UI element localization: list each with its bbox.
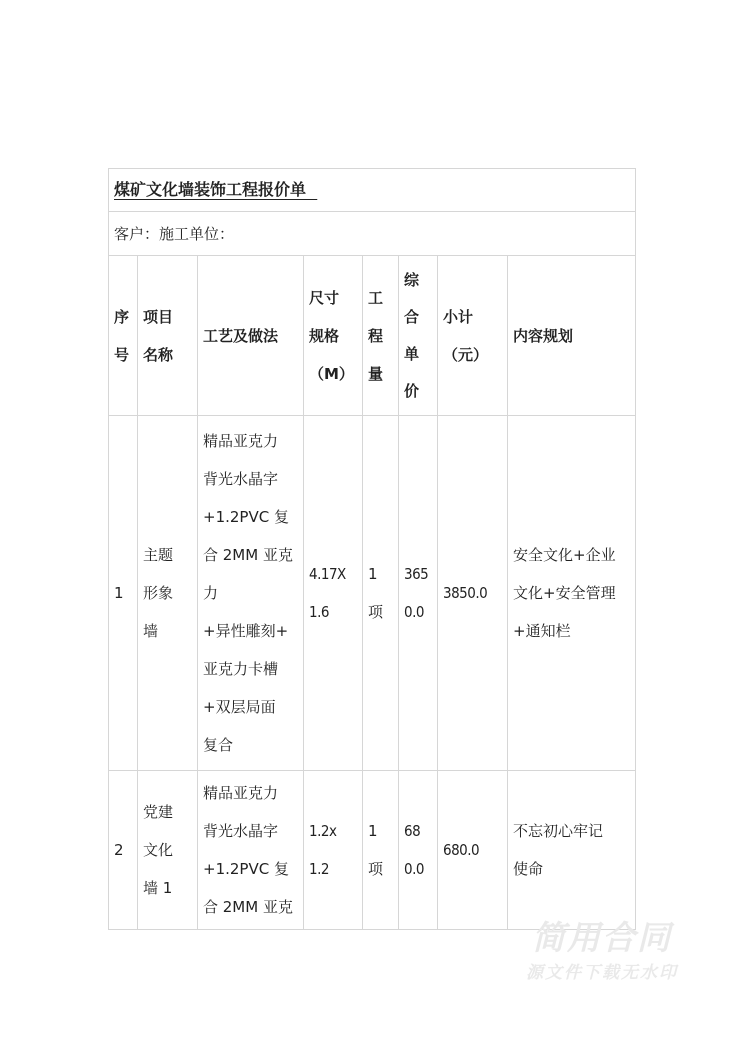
customer-line: 客户：施工单位： bbox=[114, 224, 235, 243]
cell-size: 4.17X 1.6 bbox=[304, 416, 363, 771]
cell-size: 1.2x 1.2 bbox=[304, 771, 363, 930]
table-row bbox=[109, 416, 636, 771]
cell-content: 安全文化+企业 文化+安全管理 +通知栏 bbox=[508, 416, 636, 771]
cell-subtotal: 680.0 bbox=[438, 771, 508, 930]
cell-seq: 2 bbox=[109, 771, 138, 930]
cell-name: 党建 文化 墙 1 bbox=[138, 771, 198, 930]
header-seq: 序 号 bbox=[109, 256, 138, 416]
quotation-table bbox=[108, 168, 636, 930]
header-process: 工艺及做法 bbox=[198, 256, 304, 416]
cell-quantity: 1 项 bbox=[363, 416, 399, 771]
header-size: 尺寸 规格 （M） bbox=[304, 256, 363, 416]
header-unit-price: 综 合 单 价 bbox=[399, 256, 438, 416]
document-title: 煤矿文化墙装饰工程报价单 bbox=[114, 180, 307, 199]
cell-process: 精品亚克力 背光水晶字 +1.2PVC 复 合 2MM 亚克 力 +异性雕刻+ 亚克力卡槽 +双层局面 复合 bbox=[198, 416, 304, 771]
cell-quantity: 1 项 bbox=[363, 771, 399, 930]
watermark-tagline: 源文件下载无水印 bbox=[526, 963, 678, 983]
header-content: 内容规划 bbox=[508, 256, 636, 416]
cell-seq: 1 bbox=[109, 416, 138, 771]
cell-name: 主题 形象 墙 bbox=[138, 416, 198, 771]
header-name: 项目 名称 bbox=[138, 256, 198, 416]
title-cell bbox=[109, 169, 636, 212]
customer-cell bbox=[109, 212, 636, 256]
cell-content: 不忘初心牢记 使命 bbox=[508, 771, 636, 930]
header-quantity: 工 程 量 bbox=[363, 256, 399, 416]
cell-subtotal: 3850.0 bbox=[438, 416, 508, 771]
watermark-brand: 简用合同 bbox=[532, 918, 672, 957]
table-row bbox=[109, 771, 636, 930]
header-subtotal: 小计 （元） bbox=[438, 256, 508, 416]
header-row bbox=[109, 256, 636, 416]
cell-unit-price: 365 0.0 bbox=[399, 416, 438, 771]
cell-unit-price: 68 0.0 bbox=[399, 771, 438, 930]
cell-process: 精品亚克力 背光水晶字 +1.2PVC 复 合 2MM 亚克 bbox=[198, 771, 304, 930]
